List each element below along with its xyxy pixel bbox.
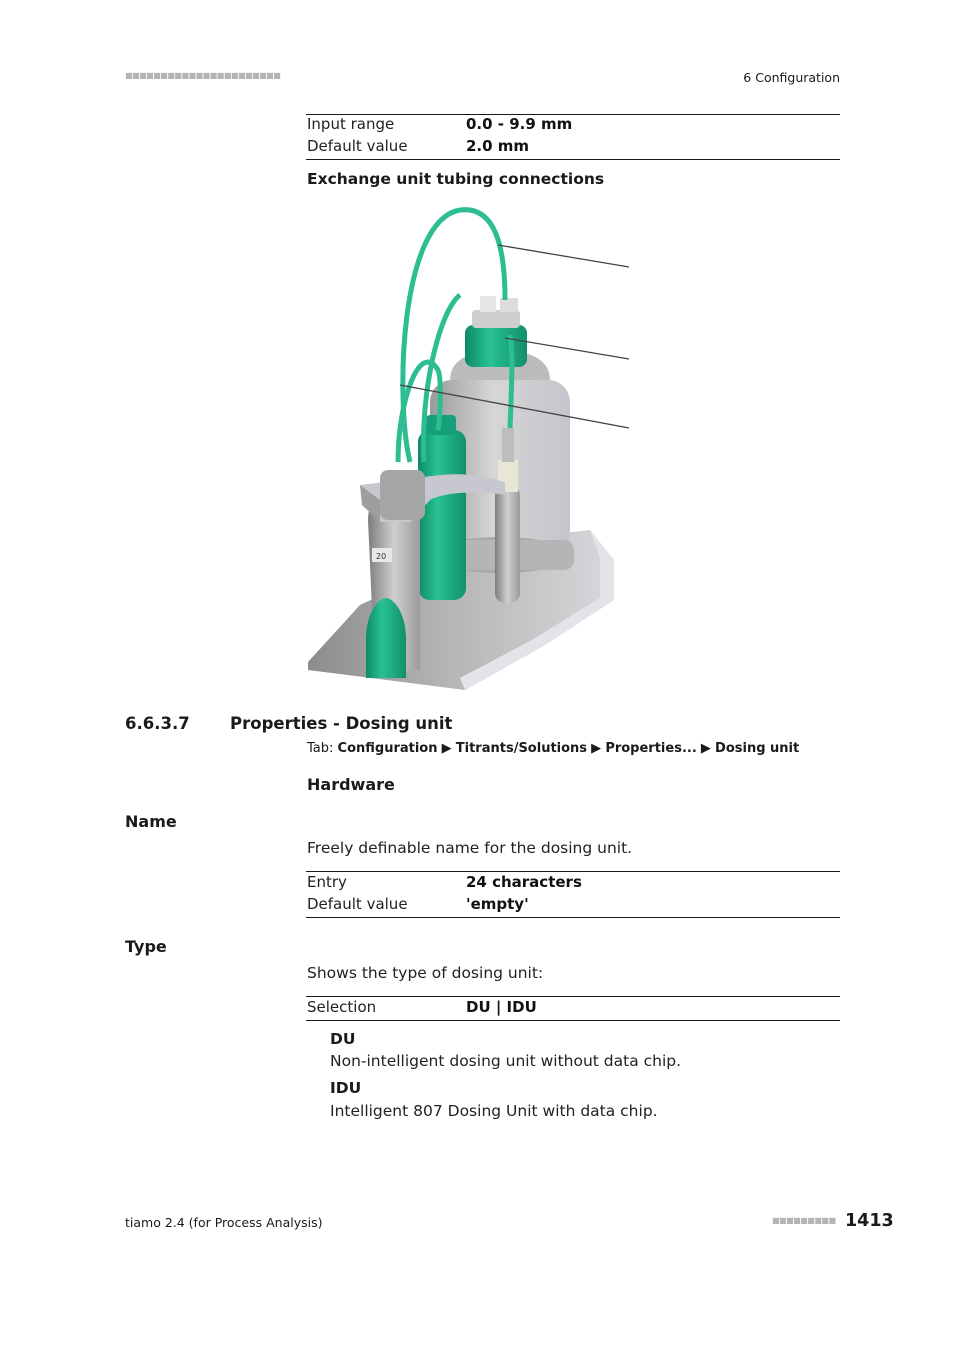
tab-path-item: Properties... <box>605 741 697 756</box>
table-row-value: 2.0 mm <box>466 137 530 155</box>
name-param-description: Freely definable name for the dosing unit. <box>307 839 633 857</box>
table-row-value: DU | IDU <box>466 998 537 1016</box>
tab-path-separator: ▶ <box>587 741 606 756</box>
table-bottom-rule <box>306 159 840 160</box>
figure-title: Exchange unit tubing connections <box>307 170 605 188</box>
footer-product: tiamo 2.4 (for Process Analysis) <box>125 1215 323 1230</box>
tab-path-item: Configuration <box>337 741 438 756</box>
tab-path-separator: ▶ <box>437 741 456 756</box>
table-row-value: 0.0 - 9.9 mm <box>466 115 573 133</box>
chapter-title: 6 Configuration <box>743 70 840 85</box>
option-name: DU <box>330 1030 356 1048</box>
table-row-label: Default value <box>307 137 408 155</box>
hardware-heading: Hardware <box>307 775 395 794</box>
table-row-value: 'empty' <box>466 895 529 913</box>
table-bottom-rule <box>306 917 840 918</box>
tab-path-item: Dosing unit <box>715 741 800 756</box>
table-row-label: Default value <box>307 895 408 913</box>
type-param-description: Shows the type of dosing unit: <box>307 964 544 982</box>
table-row-label: Entry <box>307 873 347 891</box>
section-title: Properties - Dosing unit <box>230 714 453 733</box>
tab-path-separator: ▶ <box>696 741 716 756</box>
page-number: 1413 <box>845 1211 894 1231</box>
table-top-rule <box>306 996 840 997</box>
table-row-value: 24 characters <box>466 873 582 891</box>
tab-path-item: Titrants/Solutions <box>455 741 588 756</box>
name-param-heading: Name <box>125 812 177 831</box>
option-description: Non-intelligent dosing unit without data chip. <box>330 1052 682 1070</box>
section-number: 6.6.3.7 <box>125 714 190 733</box>
tab-path <box>307 741 799 756</box>
exchange-unit-illustration <box>300 200 640 700</box>
table-top-rule <box>306 871 840 872</box>
cylinder-number-label: 20 <box>376 552 387 561</box>
table-bottom-rule <box>306 1020 840 1021</box>
table-row-label: Input range <box>307 115 395 133</box>
tab-prefix: Tab: <box>307 741 338 756</box>
table-row-label: Selection <box>307 998 377 1016</box>
header-decoration: ■■■■■■■■■■■■■■■■■■■■■■ <box>125 71 281 80</box>
footer-decoration: ■■■■■■■■■ <box>772 1216 836 1225</box>
option-description: Intelligent 807 Dosing Unit with data chip. <box>330 1102 658 1120</box>
type-param-heading: Type <box>125 937 167 956</box>
option-name: IDU <box>330 1079 362 1097</box>
